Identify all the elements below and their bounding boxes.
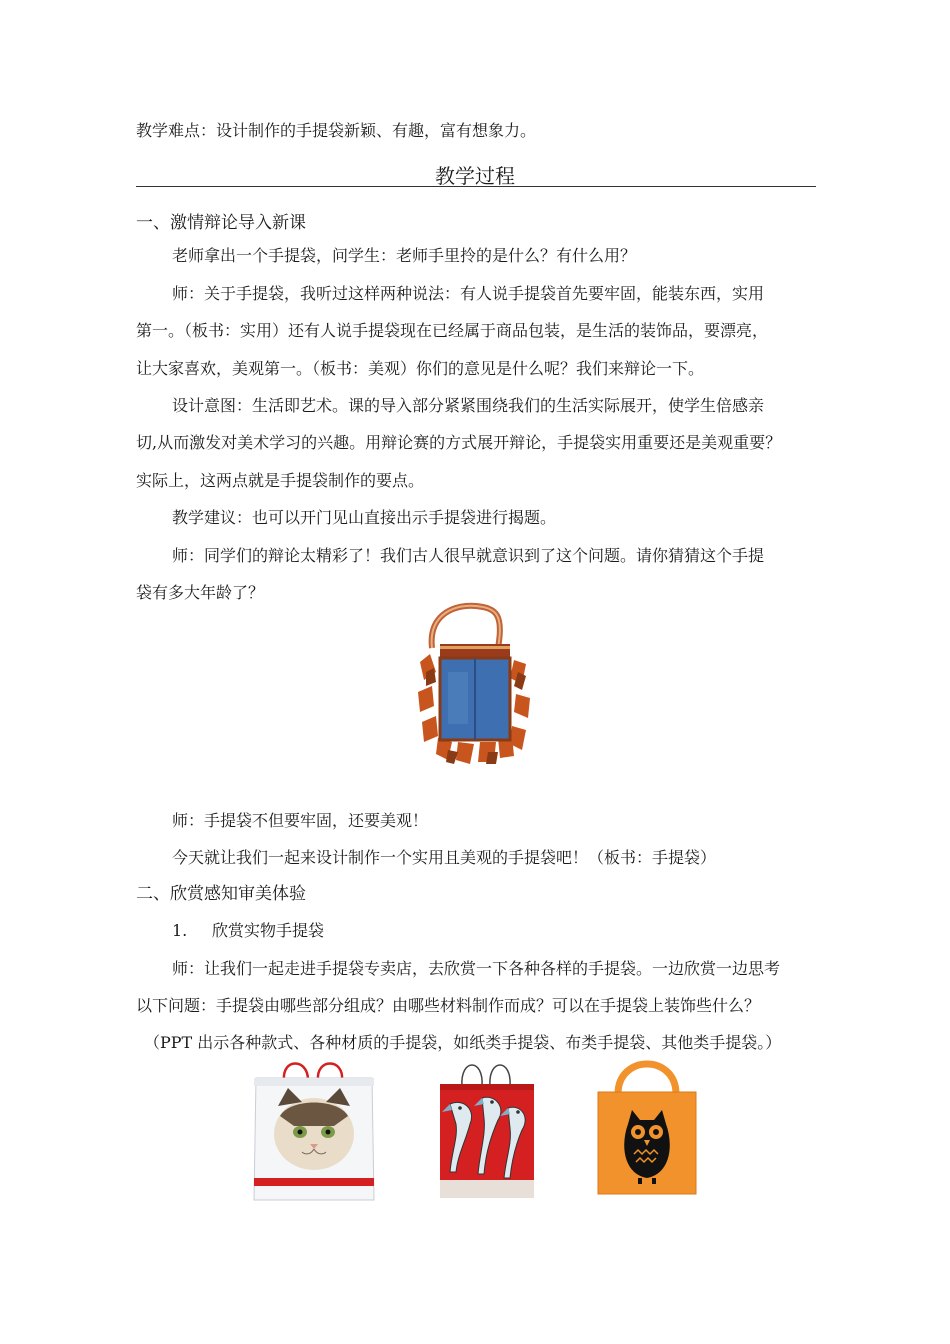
list-item-number: 1. bbox=[172, 921, 188, 940]
section1-paragraph: 师：关于手提袋，我听过这样两种说法：有人说手提袋首先要牢固，能装东西，实用 bbox=[172, 284, 765, 303]
ancient-handbag-image bbox=[418, 602, 532, 766]
section1-paragraph: 袋有多大年龄了？ bbox=[136, 583, 265, 602]
ppt-note: （PPT 出示各种款式、各种材质的手提袋，如纸类手提袋、布类手提袋、其他类手提袋。） bbox=[144, 1033, 782, 1052]
section1-paragraph: 师：同学们的辩论太精彩了！我们古人很早就意识到了这个问题。请你猜猜这个手提 bbox=[172, 546, 765, 565]
section1-paragraph: 师：手提袋不但要牢固，还要美观！ bbox=[172, 811, 429, 830]
title-divider bbox=[136, 186, 816, 187]
design-intent: 实际上，这两点就是手提袋制作的要点。 bbox=[136, 471, 425, 490]
section2-paragraph: 以下问题：手提袋由哪些部分组成？由哪些材料制作而成？可以在手提袋上装饰些什么？ bbox=[136, 996, 761, 1015]
teaching-suggestion: 教学建议：也可以开门见山直接出示手提袋进行揭题。 bbox=[172, 508, 557, 527]
orange-owl-cloth-bag-image bbox=[594, 1050, 700, 1196]
section1-paragraph: 让大家喜欢，美观第一。（板书：美观）你们的意见是什么呢？我们来辩论一下。 bbox=[136, 359, 705, 378]
red-bird-paper-bag-image bbox=[436, 1054, 536, 1200]
section1-paragraph: 今天就让我们一起来设计制作一个实用且美观的手提袋吧！（板书：手提袋） bbox=[172, 848, 717, 867]
section2-heading: 二、欣赏感知审美体验 bbox=[136, 884, 306, 904]
process-title: 教学过程 bbox=[435, 164, 515, 188]
design-intent: 设计意图：生活即艺术。课的导入部分紧紧围绕我们的生活实际展开，使学生倍感亲 bbox=[172, 396, 765, 415]
section2-paragraph: 师：让我们一起走进手提袋专卖店，去欣赏一下各种各样的手提袋。一边欣赏一边思考 bbox=[172, 959, 781, 978]
list-item-text: 欣赏实物手提袋 bbox=[212, 921, 325, 940]
design-intent: 切,从而激发对美术学习的兴趣。用辩论赛的方式展开辩论，手提袋实用重要还是美观重要？ bbox=[136, 433, 782, 452]
section1-heading: 一、激情辩论导入新课 bbox=[136, 213, 306, 233]
section1-paragraph: 老师拿出一个手提袋，问学生：老师手里拎的是什么？有什么用？ bbox=[172, 246, 637, 265]
cat-paper-bag-image bbox=[250, 1056, 378, 1202]
section1-paragraph: 第一。（板书：实用）还有人说手提袋现在已经属于商品包装，是生活的装饰品，要漂亮， bbox=[136, 321, 769, 340]
teaching-difficulty: 教学难点：设计制作的手提袋新颖、有趣，富有想象力。 bbox=[136, 121, 537, 140]
